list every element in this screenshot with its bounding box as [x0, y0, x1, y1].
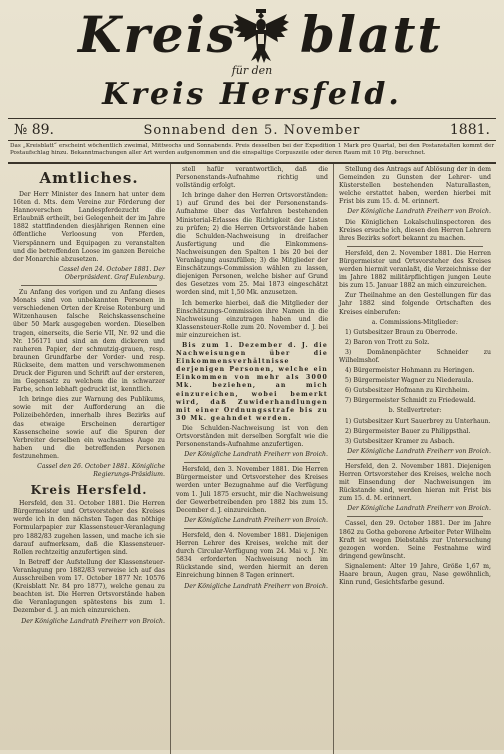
- article-signature: Der Königliche Landrath Freiherr von Broich.: [347, 208, 491, 216]
- article-text: Hersfeld, den 4. November 1881. Diejenigen Herren Lehrer des Kreises, welche mit der durch Circular-Verfügung vom 24. Mai v. J. Nr. 5834 erforderten Nachweisung noch im Rückstande sind, werden hiermit an deren Einreichung binnen 8 Tagen erinnert.: [176, 531, 328, 580]
- section-heading-kreis: Kreis Hersfeld.: [30, 483, 148, 498]
- masthead-title-left: Kreis: [78, 5, 237, 64]
- article-text: Die Königlichen Lokalschulinspectoren des Kreises ersuche ich, diesen den Herren Lehrern ihres Bezirks sofort bekannt zu machen.: [339, 218, 491, 242]
- article-text: Hersfeld, den 2. November 1881. Diejenigen Herren Ortsvorsteher des Kreises, welche noch mit Einsendung der Nachweisungen im Rückstande sind, werden hieran mit Frist bis zum 15. d. M. erinnert.: [339, 462, 491, 503]
- article-text: Hersfeld, den 2. November 1881. Die Herren Bürgermeister und Ortsvorsteher des Kreises werden hiermit veranlaßt, die Verzeichnisse der im Jahre 1882 militärpflichtigen jungen Leute bis zum 15. Januar 1882 an mich einzureichen.: [339, 249, 491, 290]
- list-title: a. Commissions-Mitglieder:: [371, 318, 459, 326]
- divider: [21, 285, 157, 286]
- article-text: Hersfeld, den 31. October 1881. Die Herren Bürgermeister und Ortsvorsteher des Kreises werde ich in den nächsten Tagen das nöthige Formularpapier zur Klassensteuer-Veranlagung pro 1882/83 zugehen lassen, und mache ich sie darauf aufmerksam, daß die Klassensteuer-Rollen rechtzeitig anzufertigen sind.: [13, 500, 165, 556]
- article-text: Signalement: Alter 19 Jahre, Größe 1,67 m, Haare braun, Augen grau, Nase gewöhnlich, Kinn rund, Gesichtsfarbe gesund.: [339, 562, 491, 587]
- list-item: 6) Gutsbesitzer Hofmann zu Kirchheim.: [345, 387, 470, 395]
- list-item: 1) Gutsbesitzer Braun zu Oberrode.: [345, 328, 458, 336]
- article-signature: Der Königliche Landrath Freiherr von Broich.: [347, 447, 491, 455]
- article-signature: Der Königliche Landrath Freiherr von Broich.: [184, 582, 328, 590]
- issue-date: Sonnabend den 5. November: [143, 123, 361, 138]
- article-text: Stellung des Antrags auf Ablösung der in dem Gemeinden zu Gunsten der Lehrer- und Küsterstellen bestehenden Naturallasten, welche erstattet haben, werden hierbei mit Frist bis zum 15. d. M. erinnert.: [339, 166, 491, 206]
- deputy-list: [339, 418, 491, 446]
- list-item: 3) Domänenpächter Schneider zu Wilhelmshof.: [339, 348, 491, 364]
- column-3: [333, 164, 496, 754]
- article-text: stell hafür verantwortlich, daß die Personenstands-Aufnahme richtig und vollständig erfolgt.: [176, 166, 328, 190]
- article-signature: Der Königliche Landrath Freiherr von Broich.: [21, 617, 165, 625]
- list-item: 7) Bürgermeister Schmidt zu Friedewald.: [345, 397, 476, 405]
- article-signature: Der Königliche Landrath Freiherr von Broich.: [184, 516, 328, 524]
- eagle-icon: [232, 8, 290, 64]
- divider: [184, 462, 320, 463]
- article-text: Die Schulden-Nachweisung ist von den Ortsvorständen mit derselben Sorgfalt wie die Personenstands-Aufnahme anzufertigen.: [176, 424, 328, 449]
- column-1: [8, 164, 170, 754]
- divider: [347, 246, 483, 247]
- article-signature: Cassel den 24. October 1881. Der Oberpräsident. Graf Eulenburg.: [58, 265, 165, 281]
- article-text: Zu Anfang des vorigen und zu Anfang dieses Monats sind von unbekannten Personen in verschiedenen Orten der Kreise Rotenburg und Witzenhausen falsche Reichskassenscheine über 50 Mark ausgegeben worden. Dieselben tragen, einerseits, die Serie VII, Nr. 92 und die Nr. 156171 und sind an dem dickeren und rauheren Papier, der schmutzig-grauen, resp. braunen Grundfarbe der Vorder- und resp. Rückseite, dem matten und verschwommenen Druck der Figuren und Schrift auf der ersteren, im Gegensatz zu welchem die in schwarzer Farbe, schon lebhaft gedruckt ist, kenntlich.: [13, 289, 165, 394]
- article-text: Cassel, den 29. October 1881. Der im Jahre 1862 zu Gotha geborene Arbeiter Peter Wilhelm Kraft ist wegen Diebstahls zur Untersuchung gezogen worden. Seine Festnahme wird dringend gewünscht.: [339, 520, 491, 560]
- masthead-fuer: für den: [231, 64, 273, 77]
- article-text: Der Herr Minister des Innern hat unter dem 16ten d. Mts. dem Vereine zur Förderung der Hannoverschen Landespferdezucht die Erlaubniß ertheilt, bei Gelegenheit der im Jahre 1882 stattfindenden diesjährigen Rennen eine öffentliche Verloosung von Pferden, Vierspännern und Equipagen zu veranstalten und die betreffenden Loose im ganzen Bereiche der Monarchie abzusetzen.: [13, 191, 165, 263]
- article-signature: Cassel den 26. October 1881. Königliche Regierungs-Präsidium.: [37, 463, 165, 479]
- issue-number: № 89.: [14, 122, 54, 138]
- article-columns: [8, 164, 496, 754]
- divider: [184, 528, 320, 529]
- issue-year: 1881.: [449, 122, 490, 138]
- issue-row: [8, 119, 496, 140]
- article-text: Ich bemerke hierbei, daß die Mitglieder der Einschätzungs-Commission ihre Namen in die Nachweisung einzutragen haben und die Klassensteuer-Rolle zum 20. November d. J. bei mir einzureichen ist.: [176, 299, 328, 339]
- masthead-title-right: blatt: [300, 5, 443, 64]
- divider: [347, 516, 483, 517]
- article-text: In Betreff der Aufstellung der Klassensteuer-Veranlagung pro 1882/83 verweise ich auf das Ausschreiben vom 17. October 1877 Nr. 10576 (Kreisblatt Nr. 84 pro 1877), welche genau zu beachten ist. Die Herren Ortsvorstände haben die Veranlagungen spätestens bis zum 1. Dezember d. J. an mich einzureichen.: [13, 558, 165, 615]
- article-text: Ich bringe daher den Herren Ortsvorständen: 1) auf Grund des bei der Personenstands-Aufnahme über das Verfahren bestehenden Ministerial-Erlasses die Richtigkeit der Listen zu prüfen; 2) die Herren Ortsvorstände haben die Schulden-Nachweisung in dreifacher Ausfertigung und die Einkommens-Nachweisungen den Spalten 1 bis 20 bei der Veranlagung auszufüllen; 3) die Mitglieder der Einschätzungs-Commission wählen zu lassen, diejenigen Personen, welche bisher auf Grund des Gesetzes vom 25. Mai 1873 eingeschätzt worden sind, mit 1,50 Mk. anzusetzen.: [176, 192, 328, 297]
- section-heading-amtliches: Amtliches.: [39, 169, 139, 187]
- article-signature: Der Königliche Landrath Freiherr von Broich.: [347, 505, 491, 513]
- article-text: Hersfeld, den 3. November 1881. Die Herren Bürgermeister und Ortsvorsteher des Kreises werden unter Bezugnahme auf die Verfügung vom 1. Juli 1875 ersucht, mir die Nachweisung der Gewerbetreibenden pro 1882 bis zum 15. December d. J. einzureichen.: [176, 466, 328, 514]
- list-title: b. Stellvertreter:: [388, 407, 442, 415]
- list-item: 1) Gutsbesitzer Kurt Sauerbrey zu Unterhaun.: [345, 417, 491, 425]
- masthead-subtitle: Kreis Hersfeld.: [102, 77, 402, 112]
- list-item: 2) Bürgermeister Bauer zu Philippsthal.: [345, 427, 471, 435]
- article-text: Bis zum 1. Dezember d. J. die Nachweisungen über die Einkommensverhältnisse derjenigen Personen, welche ein Einkommen von mehr als 3000 Mk. beziehen, an mich einzureichen, wobei bemerkt wird, daß Zuwiderhandlungen mit einer Ordnungsstrafe bis zu 30 Mk. geahndet werden.: [176, 341, 328, 422]
- masthead: [8, 6, 496, 118]
- column-2: [170, 164, 333, 754]
- article-text: Zur Theilnahme an den Gestellungen für das Jahr 1882 sind folgende Ortschaften des Kreises einberufen:: [339, 292, 491, 316]
- list-item: 5) Bürgermeister Wagner zu Niederaula.: [345, 377, 474, 385]
- list-item: 3) Gutsbesitzer Kramer zu Asbach.: [345, 437, 455, 445]
- list-item: 2) Baron von Trott zu Solz.: [345, 338, 430, 346]
- member-list: [339, 329, 491, 406]
- article-text: Ich bringe dies zur Warnung des Publikums, sowie mit der Aufforderung an die Polizeibehörden, innerhalb ihres Bezirks auf das etwaige Erscheinen derartiger Kassenscheine sowie auf die Spuren der Verbreiter derselben ein wachsames Auge zu haben und die betreffenden Personen festzunehmen.: [13, 396, 165, 460]
- article-signature: Der Königliche Landrath Freiherr von Broich.: [184, 451, 328, 459]
- divider: [347, 459, 483, 460]
- subscription-info: Das „Kreisblatt“ erscheint wöchentlich zweimal, Mittwochs und Sonnabends. Preis desselben bei der Expedition 1 Mark pro Quartal, bei den Postanstalten kommt der Postaufschlag hinzu. Bekanntmachungen aller Art werden aufgenommen und die einspaltige Corpuszeile oder deren Raum mit 10 Pfg. berechnet.: [10, 143, 494, 156]
- list-item: 4) Bürgermeister Hohmann zu Heringen.: [345, 367, 475, 375]
